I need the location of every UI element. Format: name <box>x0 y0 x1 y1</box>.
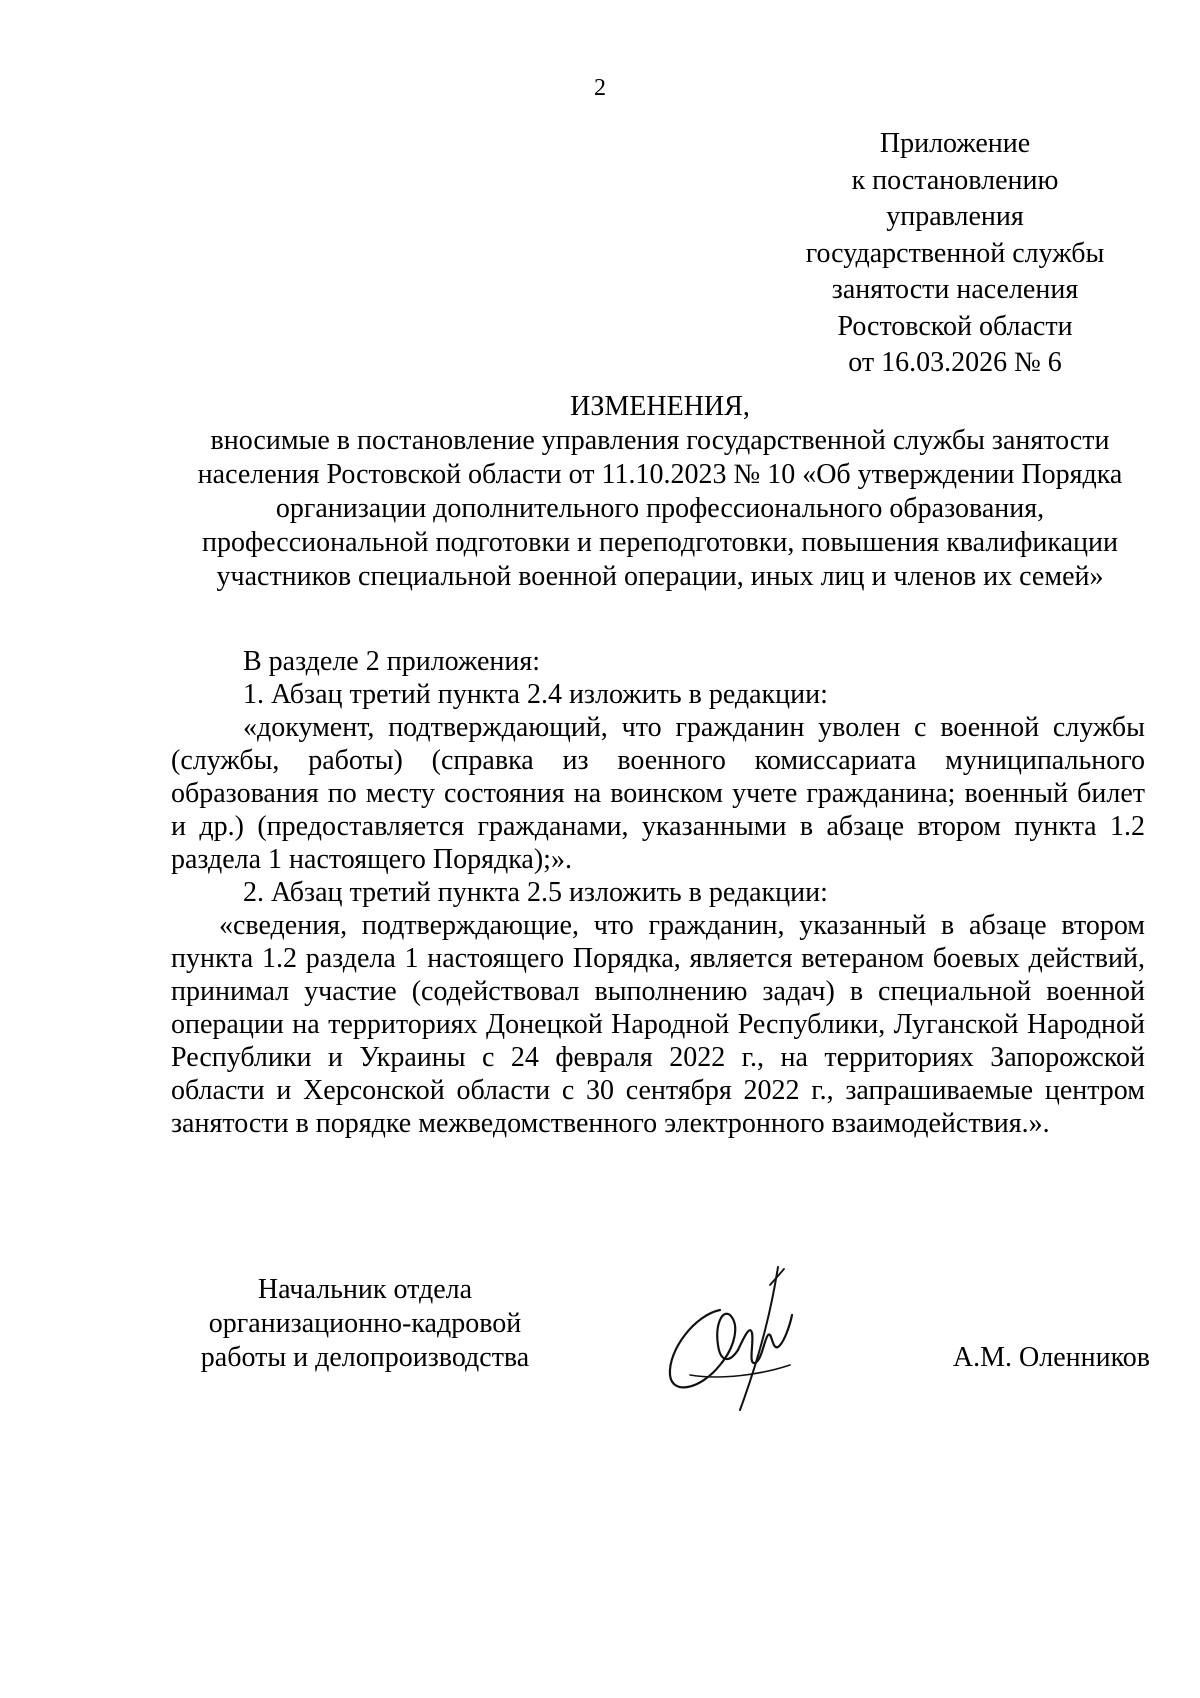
page-number: 2 <box>594 75 606 101</box>
appendix-line: к постановлению <box>851 164 1059 196</box>
item-1-label: 1. Абзац третий пункта 2.4 изложить в редакции: <box>243 679 828 710</box>
heading-subtitle-line: участников специальной военной операции, иных лиц и членов их семей» <box>216 561 1104 592</box>
signer-name: А.М. Оленников <box>952 1342 1150 1373</box>
document-heading <box>150 391 1170 594</box>
appendix-line: Приложение <box>879 128 1031 159</box>
signatory-position-line: организационно-кадровой <box>208 1308 522 1339</box>
heading-subtitle-line: организации дополнительного профессионального образования, <box>275 493 1045 524</box>
handwritten-signature-icon <box>660 1255 840 1415</box>
appendix-date-number: от 16.03.2026 № 6 <box>848 347 1062 378</box>
heading-subtitle-line: населения Ростовской области от 11.10.2023 № 10 «Об утверждении Порядка <box>197 459 1123 490</box>
intro-paragraph: В разделе 2 приложения: <box>243 646 541 677</box>
heading-subtitle-line: вносимые в постановление управления государственной службы занятости <box>210 425 1110 456</box>
heading-subtitle-line: профессиональной подготовки и переподготовки, повышения квалификации <box>202 527 1118 558</box>
appendix-line: государственной службы <box>805 237 1105 269</box>
appendix-block <box>760 126 1150 382</box>
appendix-line: управления <box>886 201 1024 232</box>
appendix-line: Ростовской области <box>837 310 1073 342</box>
item-2-label: 2. Абзац третий пункта 2.5 изложить в редакции: <box>243 877 828 908</box>
document-body <box>171 645 1145 1140</box>
item-1-quote: «документ, подтверждающий, что гражданин уволен с военной службы (службы, работы) (справка из военного комиссариата муниципального образования по месту состояния на воинском учете гражданина; военный билет и др.) (предоставляется гражданами, указанными в абзаце втором пункта 1.2 раздела 1 настоящего Порядка);». <box>171 712 1145 875</box>
signatory-position <box>160 1273 570 1375</box>
signatory-position-line: работы и делопроизводства <box>200 1342 530 1373</box>
item-2-quote: «сведения, подтверждающие, что гражданин, указанный в абзаце втором пункта 1.2 раздела 1 настоящего Порядка, является ветераном боевых действий, принимал участие (содействовал выполнению задач) в специальной военной операции на территориях Донецкой Народной Республики, Луганской Народной Республики и Украины с 24 февраля 2022 г., на территориях Запорожской области и Херсонской области с 30 сентября 2022 г., запрашиваемые центром занятости в порядке межведомственного электронного взаимодействия.». <box>171 910 1145 1139</box>
heading-title: ИЗМЕНЕНИЯ, <box>570 391 750 422</box>
appendix-line: занятости населения <box>831 274 1079 305</box>
signatory-position-line: Начальник отдела <box>257 1274 473 1305</box>
